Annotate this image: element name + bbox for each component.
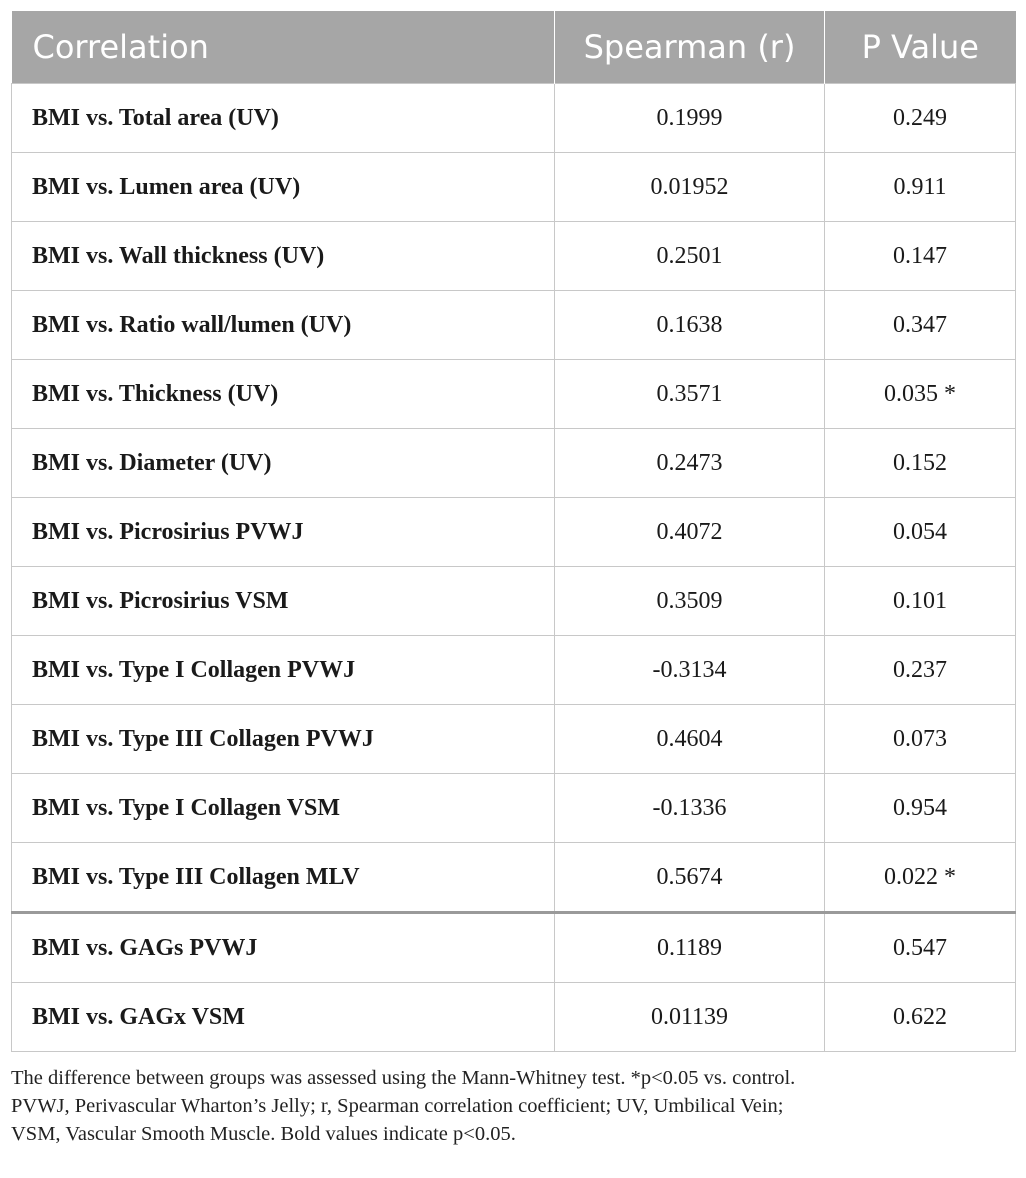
cell-correlation: BMI vs. Type I Collagen VSM <box>12 774 555 843</box>
correlation-table <box>11 11 1016 1052</box>
cell-spearman: 0.01139 <box>555 983 825 1052</box>
cell-p-value: 0.035 * <box>825 360 1016 429</box>
cell-p-value: 0.954 <box>825 774 1016 843</box>
table-row <box>12 636 1016 705</box>
table-row <box>12 360 1016 429</box>
cell-correlation: BMI vs. Type III Collagen PVWJ <box>12 705 555 774</box>
cell-p-value: 0.911 <box>825 153 1016 222</box>
cell-correlation: BMI vs. Lumen area (UV) <box>12 153 555 222</box>
cell-correlation: BMI vs. Thickness (UV) <box>12 360 555 429</box>
footnote-line: The difference between groups was assessed using the Mann-Whitney test. *p<0.05 vs. control. <box>11 1067 796 1089</box>
cell-p-value: 0.237 <box>825 636 1016 705</box>
footnote-line: PVWJ, Perivascular Wharton’s Jelly; r, Spearman correlation coefficient; UV, Umbilical Vein; <box>11 1095 784 1117</box>
table-row <box>12 429 1016 498</box>
cell-spearman: 0.4604 <box>555 705 825 774</box>
cell-p-value: 0.347 <box>825 291 1016 360</box>
cell-p-value: 0.054 <box>825 498 1016 567</box>
cell-spearman: 0.3571 <box>555 360 825 429</box>
footnote-line: VSM, Vascular Smooth Muscle. Bold values indicate p<0.05. <box>11 1123 516 1145</box>
cell-correlation: BMI vs. Ratio wall/lumen (UV) <box>12 291 555 360</box>
cell-p-value: 0.547 <box>825 913 1016 983</box>
cell-p-value: 0.152 <box>825 429 1016 498</box>
table-header-row <box>12 11 1016 84</box>
cell-spearman: 0.1638 <box>555 291 825 360</box>
cell-correlation: BMI vs. Picrosirius VSM <box>12 567 555 636</box>
cell-p-value: 0.622 <box>825 983 1016 1052</box>
cell-p-value: 0.022 * <box>825 843 1016 913</box>
cell-correlation: BMI vs. Wall thickness (UV) <box>12 222 555 291</box>
cell-correlation: BMI vs. Type I Collagen PVWJ <box>12 636 555 705</box>
table-row <box>12 84 1016 153</box>
cell-spearman: 0.1189 <box>555 913 825 983</box>
cell-correlation: BMI vs. GAGs PVWJ <box>12 913 555 983</box>
correlation-table-container <box>11 11 1015 1052</box>
cell-correlation: BMI vs. GAGx VSM <box>12 983 555 1052</box>
table-row <box>12 983 1016 1052</box>
cell-p-value: 0.101 <box>825 567 1016 636</box>
cell-spearman: -0.1336 <box>555 774 825 843</box>
table-footnote <box>11 1064 1015 1148</box>
table-row <box>12 567 1016 636</box>
table-row <box>12 705 1016 774</box>
table-row <box>12 153 1016 222</box>
cell-spearman: -0.3134 <box>555 636 825 705</box>
table-row <box>12 291 1016 360</box>
table-row <box>12 913 1016 983</box>
cell-correlation: BMI vs. Diameter (UV) <box>12 429 555 498</box>
cell-spearman: 0.4072 <box>555 498 825 567</box>
cell-correlation: BMI vs. Total area (UV) <box>12 84 555 153</box>
cell-p-value: 0.073 <box>825 705 1016 774</box>
table-row <box>12 498 1016 567</box>
table-row <box>12 843 1016 913</box>
header-correlation: Correlation <box>12 11 555 84</box>
cell-spearman: 0.2473 <box>555 429 825 498</box>
cell-spearman: 0.01952 <box>555 153 825 222</box>
cell-p-value: 0.147 <box>825 222 1016 291</box>
cell-correlation: BMI vs. Type III Collagen MLV <box>12 843 555 913</box>
table-row <box>12 222 1016 291</box>
cell-correlation: BMI vs. Picrosirius PVWJ <box>12 498 555 567</box>
cell-p-value: 0.249 <box>825 84 1016 153</box>
table-row <box>12 774 1016 843</box>
cell-spearman: 0.1999 <box>555 84 825 153</box>
cell-spearman: 0.2501 <box>555 222 825 291</box>
header-spearman: Spearman (r) <box>555 11 825 84</box>
cell-spearman: 0.5674 <box>555 843 825 913</box>
header-p-value: P Value <box>825 11 1016 84</box>
cell-spearman: 0.3509 <box>555 567 825 636</box>
